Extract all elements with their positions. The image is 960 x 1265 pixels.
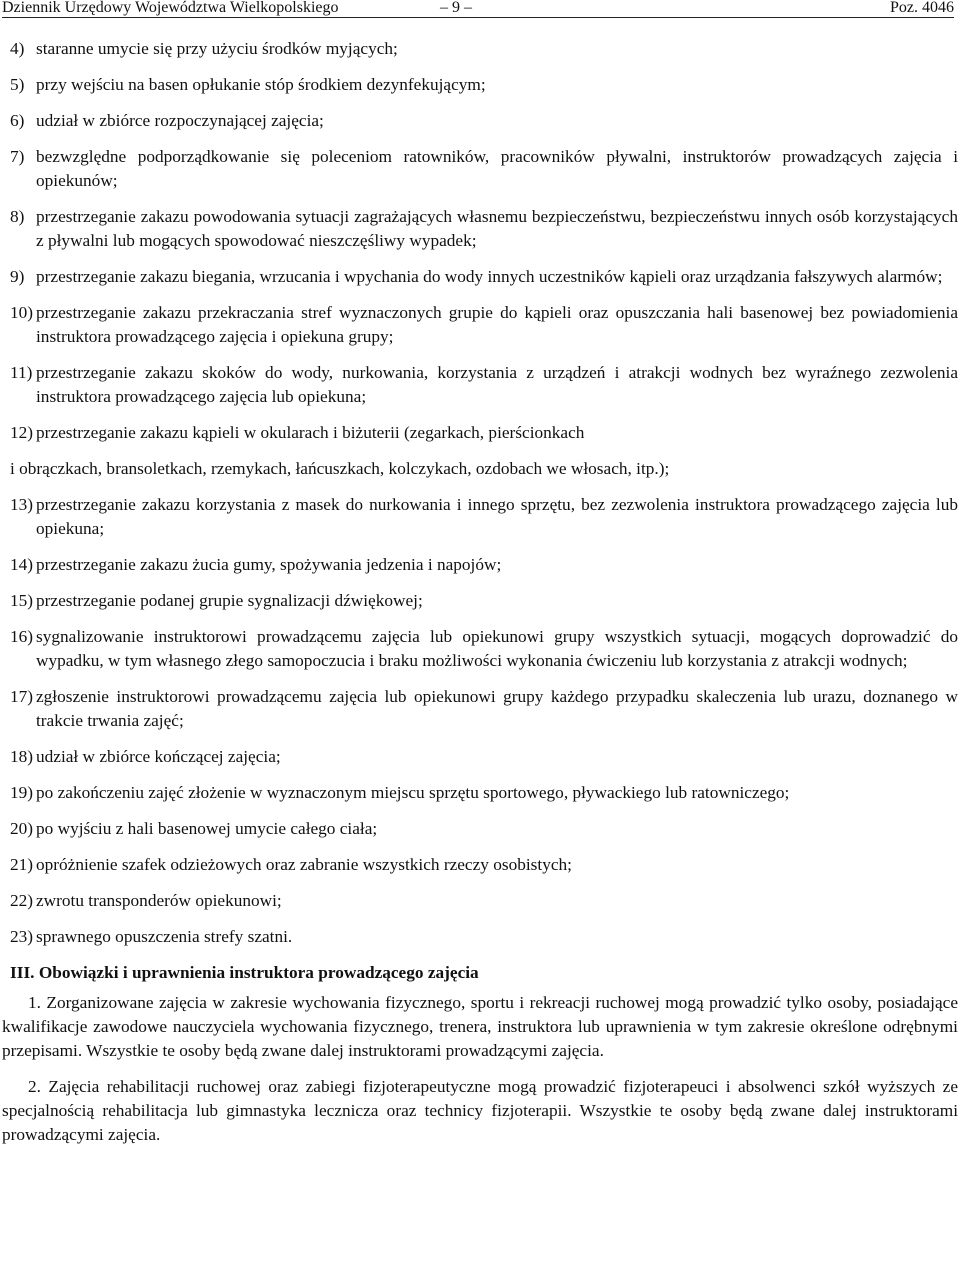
item-text: staranne umycie się przy użyciu środków myjących;: [36, 39, 398, 58]
item-text: udział w zbiórce kończącej zajęcia;: [36, 747, 281, 766]
list-item: [10, 301, 958, 349]
list-item: [10, 205, 958, 253]
item-text: przestrzeganie zakazu skoków do wody, nurkowania, korzystania z urządzeń i atrakcji wodnych bez wyraźnego zezwolenia instruktora prowadzącego zajęcia lub opiekuna;: [36, 363, 958, 406]
item-text: przestrzeganie zakazu żucia gumy, spożywania jedzenia i napojów;: [36, 555, 502, 574]
list-item: [10, 37, 958, 61]
paragraph-1: 1. Zorganizowane zajęcia w zakresie wychowania fizycznego, sportu i rekreacji ruchowej mogą prowadzić tylko osoby, posiadające kwalifikacje zawodowe nauczyciela wychowania fizycznego, trenera, instruktora lub uprawnienia w tym zakresie określone odrębnymi przepisami. Wszystkie te osoby będą zwane dalej instruktorami prowadzącymi zajęcia.: [2, 993, 958, 1060]
paragraph-2: 2. Zajęcia rehabilitacji ruchowej oraz zabiegi fizjoterapeutyczne mogą prowadzić fizjoterapeuci i absolwenci szkół wyższych ze specjalnością rehabilitacja lub gimnastyka lecznicza oraz technicy fizjoterapii. Wszystkie te osoby będą zwane dalej instruktorami prowadzącymi zajęcia.: [2, 1077, 958, 1144]
list-item: [10, 265, 958, 289]
item-text: przestrzeganie podanej grupie sygnalizacji dźwiękowej;: [36, 591, 423, 610]
item-text: przestrzeganie zakazu przekraczania stref wyznaczonych grupie do kąpieli oraz opuszczania hali basenowej bez powiadomienia instruktora prowadzącego zajęcia i opiekuna grupy;: [36, 303, 958, 346]
list-item: [10, 853, 958, 877]
item-number: 19): [10, 783, 34, 802]
item-12-continuation: i obrączkach, bransoletkach, rzemykach, łańcuszkach, kolczykach, ozdobach we włosach, itp.);: [10, 459, 670, 478]
list-item: [10, 421, 958, 445]
item-text: bezwzględne podporządkowanie się poleceniom ratowników, pracowników pływalni, instruktorów prowadzących zajęcia i opiekunów;: [36, 147, 958, 190]
item-number: 22): [10, 891, 34, 910]
item-text: udział w zbiórce rozpoczynającej zajęcia;: [36, 111, 324, 130]
list-item: [10, 145, 958, 193]
header-rule: [2, 17, 954, 18]
item-text: sprawnego opuszczenia strefy szatni.: [36, 927, 293, 946]
item-number: 13): [10, 495, 34, 514]
item-number: 9): [10, 267, 25, 286]
document-body: [2, 37, 958, 1159]
list-item: [10, 361, 958, 409]
item-text: po zakończeniu zajęć złożenie w wyznaczonym miejscu sprzętu sportowego, pływackiego lub ratowniczego;: [36, 783, 790, 802]
item-text: po wyjściu z hali basenowej umycie całego ciała;: [36, 819, 378, 838]
item-number: 4): [10, 39, 25, 58]
list-item: [10, 925, 958, 949]
item-number: 16): [10, 627, 34, 646]
list-item: [10, 73, 958, 97]
position-number: Poz. 4046: [890, 0, 954, 16]
item-text: przestrzeganie zakazu kąpieli w okularach i biżuterii (zegarkach, pierścionkach: [36, 423, 585, 442]
item-number: 20): [10, 819, 34, 838]
item-number: 21): [10, 855, 34, 874]
item-text: przestrzeganie zakazu powodowania sytuacji zagrażających własnemu bezpieczeństwu, bezpieczeństwu innych osób korzystających z pływalni lub mogących spowodować nieszczęśliwy wypadek;: [36, 207, 958, 250]
list-item: [10, 745, 958, 769]
item-text: przestrzeganie zakazu korzystania z masek do nurkowania i innego sprzętu, bez zezwolenia instruktora prowadzącego zajęcia lub opiekuna;: [36, 495, 958, 538]
list-item: [10, 781, 958, 805]
item-text: zgłoszenie instruktorowi prowadzącemu zajęcia lub opiekunowi grupy każdego przypadku skaleczenia lub urazu, doznanego w trakcie trwania zajęć;: [36, 687, 958, 730]
journal-title: Dziennik Urzędowy Województwa Wielkopolskiego: [2, 0, 339, 16]
list-item: [10, 625, 958, 673]
item-number: 23): [10, 927, 34, 946]
list-item: [10, 889, 958, 913]
item-number: 11): [10, 363, 33, 382]
list-item: [10, 553, 958, 577]
item-text: przy wejściu na basen opłukanie stóp środkiem dezynfekującym;: [36, 75, 486, 94]
item-text: sygnalizowanie instruktorowi prowadzącemu zajęcia lub opiekunowi grupy wszystkich sytuacji, mogących doprowadzić do wypadku, w tym własnego złego samopoczucia i braku możliwości wykonania ćwiczeniu lub korzystania z atrakcji wodnych;: [36, 627, 958, 670]
list-item: [10, 817, 958, 841]
item-text: opróżnienie szafek odzieżowych oraz zabranie wszystkich rzeczy osobistych;: [36, 855, 572, 874]
item-number: 6): [10, 111, 25, 130]
item-text: przestrzeganie zakazu biegania, wrzucania i wpychania do wody innych uczestników kąpieli oraz urządzania fałszywych alarmów;: [36, 267, 943, 286]
item-number: 18): [10, 747, 34, 766]
item-number: 14): [10, 555, 34, 574]
list-item: [10, 493, 958, 541]
item-number: 7): [10, 147, 25, 166]
item-number: 10): [10, 303, 34, 322]
item-text: zwrotu transponderów opiekunowi;: [36, 891, 282, 910]
page-number: – 9 –: [440, 0, 472, 16]
section-heading: III. Obowiązki i uprawnienia instruktora prowadzącego zajęcia: [10, 963, 479, 982]
item-number: 12): [10, 423, 34, 442]
list-item: [10, 589, 958, 613]
item-number: 17): [10, 687, 34, 706]
item-number: 15): [10, 591, 34, 610]
rules-list-part-1: [10, 37, 958, 445]
item-number: 8): [10, 207, 25, 226]
list-item: [10, 109, 958, 133]
item-number: 5): [10, 75, 25, 94]
rules-list-part-2: [10, 493, 958, 949]
page-header: [0, 0, 960, 18]
list-item: [10, 685, 958, 733]
